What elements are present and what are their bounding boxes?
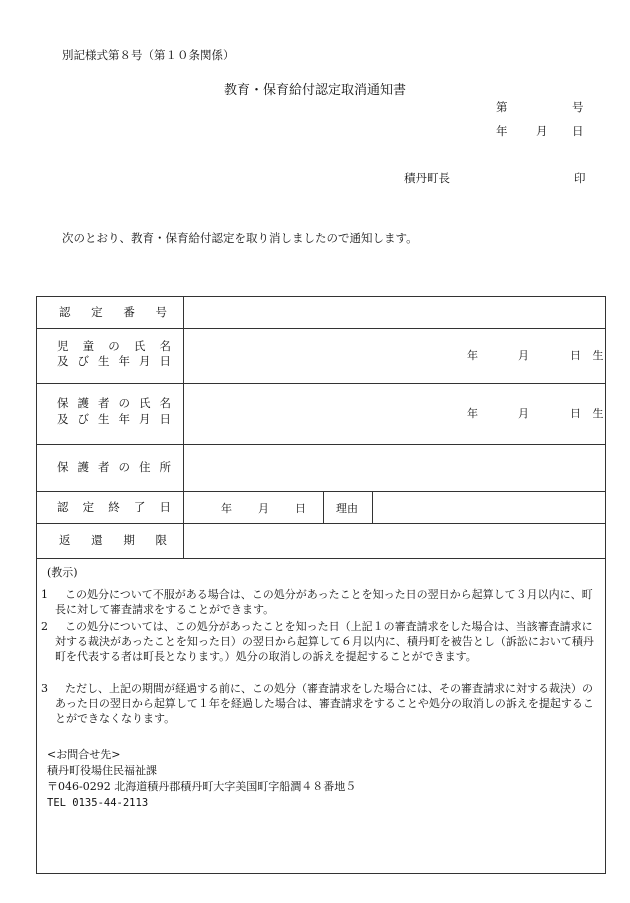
issue-date-year: 年 [496, 124, 508, 138]
document-number-label: 第 [496, 100, 508, 114]
guardian-birth-year: 年 [467, 407, 478, 420]
contact-tel: TEL 0135-44-2113 [47, 797, 149, 809]
document-number-suffix: 号 [572, 100, 584, 114]
certificate-form-table [36, 296, 606, 874]
seal-mark: 印 [574, 171, 586, 185]
guardian-birth-month: 月 [518, 407, 529, 420]
child-birth-year: 年 [467, 349, 478, 362]
issuer-name: 積丹町長 [404, 171, 450, 185]
end-date-label: 認 定 終 了 日 [57, 500, 171, 514]
end-date-year: 年 [221, 502, 232, 515]
return-deadline-label: 返 還 期 限 [59, 533, 167, 547]
intro-text: 次のとおり、教育・保育給付認定を取り消しましたので通知します。 [62, 231, 418, 245]
contact-address: 〒046-0292 北海道積丹郡積丹町大字美国町字船澗４８番地５ [47, 780, 357, 793]
reason-label: 理由 [336, 502, 358, 515]
form-id: 別記様式第８号（第１０条関係） [62, 48, 235, 62]
end-date-day: 日 [295, 502, 306, 515]
instruction-item: 3 ただし、上記の期間が経過する前に、この処分（審査請求をした場合には、その審査請求に対する裁決）のあった日の翌日から起算して１年を経過した場合は、審査請求をすることや処分の取消しの訴えを提起することができなくなります。 [41, 682, 594, 725]
issue-date-month: 月 [536, 124, 548, 138]
instructions-heading: (教示) [47, 566, 78, 579]
guardian-birthdate-label: 及 び 生 年 月 日 [57, 412, 171, 426]
child-birth-month: 月 [518, 349, 529, 362]
child-name-label: 児 童 の 氏 名 [57, 339, 171, 353]
instruction-item: 2 この処分については、この処分があったことを知った日（上記１の審査請求をした場合は、当該審査請求に対する裁決があったことを知った日）の翌日から起算して６月以内に、積丹町を被告とし（訴訟において積丹町を代表する者は町長となります。）処分の取消しの訴えを提起することができます。 [41, 620, 594, 663]
cert-number-label: 認 定 番 号 [59, 305, 167, 319]
child-birth-day: 日 生 [570, 349, 604, 362]
contact-heading: <お問合せ先> [47, 748, 121, 761]
document-title: 教育・保育給付認定取消通知書 [223, 83, 406, 98]
guardian-birth-day: 日 生 [570, 407, 604, 420]
instruction-item: 1 この処分について不服がある場合は、この処分があったことを知った日の翌日から起算して３月以内に、町長に対して審査請求をすることができます。 [41, 588, 593, 616]
contact-office: 積丹町役場住民福祉課 [47, 764, 157, 777]
issue-date-day: 日 [572, 124, 584, 138]
child-birthdate-label: 及 び 生 年 月 日 [57, 354, 171, 368]
end-date-month: 月 [258, 502, 269, 515]
guardian-name-label: 保 護 者 の 氏 名 [57, 396, 171, 410]
guardian-address-label: 保 護 者 の 住 所 [57, 460, 171, 474]
